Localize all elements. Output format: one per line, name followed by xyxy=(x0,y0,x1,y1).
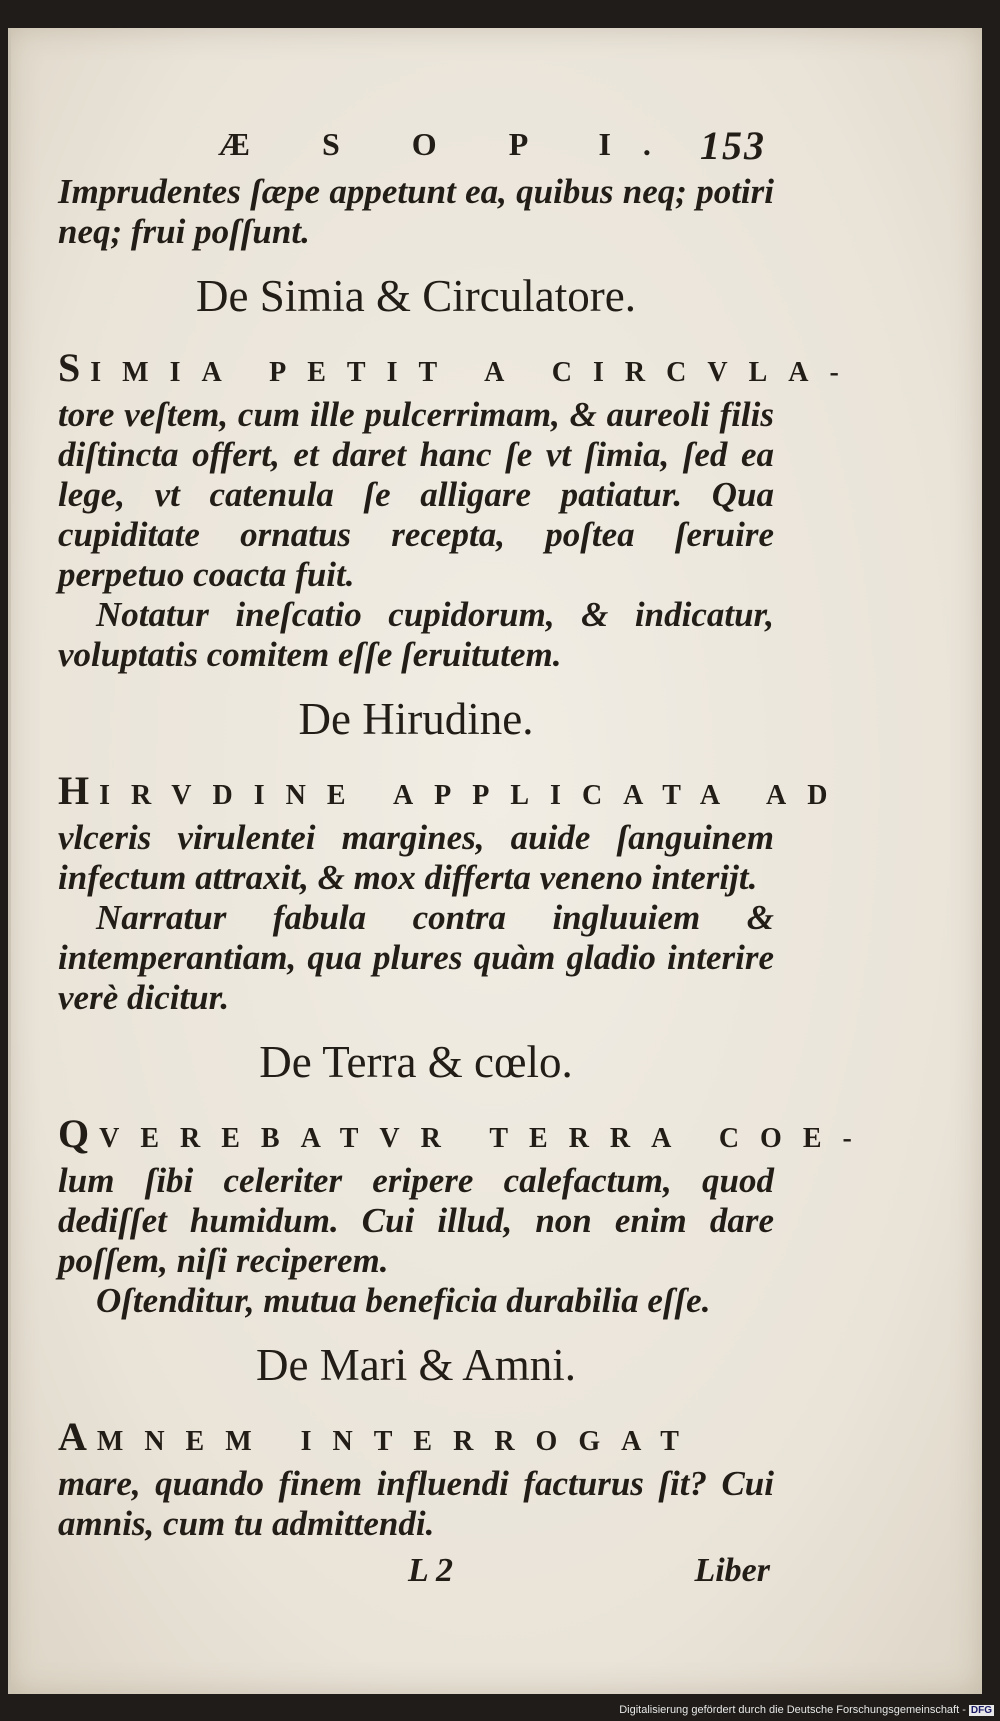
fable-title: De Mari & Amni. xyxy=(256,1340,576,1390)
page-text-block xyxy=(58,112,873,1594)
fable-text: mare, quando finem influendi facturus ſit? Cui amnis, cum tu admittendi. xyxy=(58,1464,774,1543)
fable-text: lum ſibi celeriter eripere calefactum, quod dediſſet humidum. Cui illud, non enim dare poſſem, niſi reciperem. xyxy=(58,1161,774,1280)
initial-letter: A xyxy=(58,1414,97,1459)
fable-opening xyxy=(58,1415,774,1464)
moral-text: Notatur ineſcatio cupidorum, & indicatur, voluptatis comitem eſſe ſeruitutem. xyxy=(58,595,774,674)
page-header xyxy=(58,112,774,172)
running-head: Æ S O P I. xyxy=(218,126,683,162)
digitization-credit xyxy=(619,1704,994,1716)
moral-text: Narratur fabula contra ingluuiem & intemperantiam, qua plures quàm gladio interire verè dicitur. xyxy=(58,898,774,1017)
fable-opening xyxy=(58,345,860,395)
fable-title: De Terra & cœlo. xyxy=(259,1037,573,1087)
initial-letter: H xyxy=(58,768,100,813)
dfg-logo: DFG xyxy=(970,1705,992,1716)
book-page xyxy=(8,28,982,1694)
opening-caps: IMIA PETIT A CIRCVLA- xyxy=(90,357,860,388)
fable-title: De Hirudine. xyxy=(298,694,534,744)
fable-text: tore veſtem, cum ille pulcerrimam, & aureoli filis diſtincta offert, et daret hanc ſe vt ſimia, ſed ea lege, vt catenula ſe alligare patiatur. Qua cupiditate ornatus recepta, poſtea ſeruire perpetuo coacta fuit. xyxy=(58,395,774,594)
fable-opening xyxy=(58,768,849,818)
signature-mark: L 2 xyxy=(408,1552,454,1589)
opening-caps: MNEM INTERROGAT xyxy=(96,1426,700,1457)
moral-text: Imprudentes ſæpe appetunt ea, quibus neq; potiri neq; frui poſſunt. xyxy=(58,172,774,251)
signature-line xyxy=(58,1544,774,1594)
initial-letter: Q xyxy=(58,1111,100,1156)
moral-text: Oſtenditur, mutua beneficia durabilia eſſe. xyxy=(96,1281,711,1320)
fable-opening xyxy=(58,1111,873,1161)
fable-title: De Simia & Circulatore. xyxy=(196,271,636,321)
catchword: Liber xyxy=(694,1552,770,1589)
initial-letter: S xyxy=(58,345,91,390)
opening-caps: IRVDINE APPLICATA AD xyxy=(99,780,849,811)
fable-text: vlceris virulentei margines, auide ſanguinem infectum attraxit, & mox differta veneno interijt. xyxy=(58,818,774,897)
page-number: 153 xyxy=(700,123,766,168)
opening-caps: VEREBATVR TERRA COE- xyxy=(99,1123,873,1154)
credit-text: Digitalisierung gefördert durch die Deutsche Forschungsgemeinschaft - xyxy=(619,1704,966,1716)
